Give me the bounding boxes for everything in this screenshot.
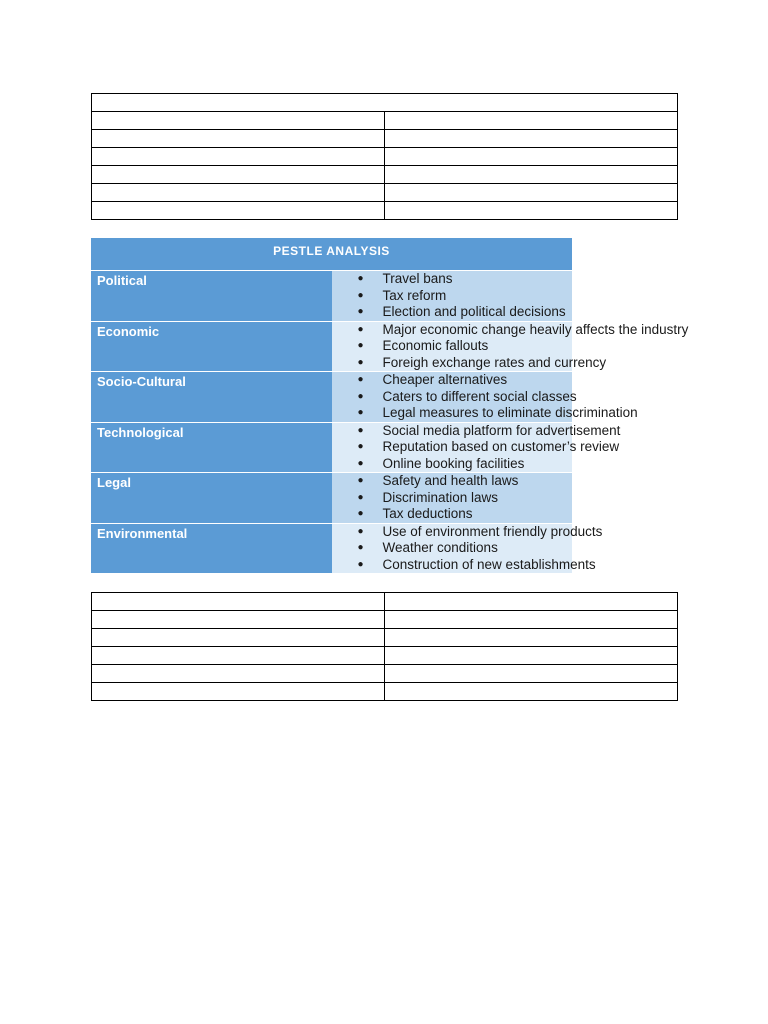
- pestle-header-row: [91, 238, 572, 271]
- table-cell: [92, 130, 385, 148]
- bullet-dot-icon: ●: [357, 542, 364, 553]
- table-cell: [92, 665, 385, 683]
- pestle-table: [91, 238, 689, 574]
- bullet-list: [332, 321, 689, 372]
- bullet-list: [332, 473, 573, 523]
- table-cell: [92, 184, 385, 202]
- table-cell: [385, 665, 678, 683]
- pestle-row-environmental: [91, 523, 572, 574]
- table-cell: [92, 112, 385, 130]
- table-cell: [92, 166, 385, 184]
- table-row: [92, 94, 678, 112]
- list-item-text: Election and political decisions: [382, 304, 566, 319]
- list-item: [332, 556, 596, 574]
- list-item-text: Economic fallouts: [382, 338, 489, 353]
- pestle-factor-label: Environmental: [91, 523, 332, 574]
- table-row: [92, 665, 678, 683]
- table-cell: [92, 647, 385, 665]
- list-item: [332, 271, 573, 288]
- list-item: [332, 288, 573, 305]
- list-item-text: Safety and health laws: [382, 473, 519, 488]
- table-cell: [385, 647, 678, 665]
- list-item: [332, 338, 573, 355]
- pestle-factor-label: Legal: [91, 473, 332, 524]
- bullet-dot-icon: ●: [357, 273, 364, 284]
- bullet-dot-icon: ●: [357, 457, 364, 469]
- table-cell: [92, 611, 385, 629]
- table-cell: [385, 683, 678, 701]
- list-item-text: Cheaper alternatives: [382, 372, 508, 387]
- table-row: [92, 629, 678, 647]
- table-cell: [92, 683, 385, 701]
- list-item-text: Caters to different social classes: [382, 388, 577, 404]
- list-item: [332, 523, 603, 541]
- table-cell: [92, 593, 385, 611]
- pestle-points-cell: [332, 271, 573, 322]
- bullet-dot-icon: ●: [357, 356, 364, 368]
- bullet-dot-icon: ●: [357, 475, 364, 486]
- bullet-dot-icon: ●: [357, 323, 364, 335]
- list-item-text: Discrimination laws: [382, 489, 499, 505]
- table-row: [92, 184, 678, 202]
- list-item-text: Major economic change heavily affects the industry: [382, 321, 689, 337]
- table-cell: [385, 202, 678, 220]
- pestle-points-cell: [332, 321, 689, 372]
- table-row: [92, 593, 678, 611]
- list-item-text: Construction of new establishments: [382, 556, 596, 572]
- table-cell: [385, 611, 678, 629]
- list-item: [332, 456, 573, 473]
- list-item: [332, 354, 607, 372]
- bullet-dot-icon: ●: [357, 491, 364, 503]
- table-row: [92, 611, 678, 629]
- table-cell: [92, 202, 385, 220]
- pestle-points-cell: [332, 372, 638, 423]
- list-item-text: Social media platform for advertisement: [382, 422, 621, 438]
- pestle-row-technological: [91, 422, 572, 473]
- bullet-dot-icon: ●: [357, 508, 364, 519]
- list-item: [332, 304, 573, 321]
- bullet-dot-icon: ●: [357, 407, 364, 418]
- list-item: [332, 506, 573, 523]
- table-cell: [385, 629, 678, 647]
- list-item-text: Reputation based on customer’s review: [382, 439, 620, 454]
- bullet-list: [332, 422, 621, 473]
- list-item: [332, 490, 573, 507]
- top-empty-table: [91, 93, 678, 220]
- bullet-dot-icon: ●: [357, 424, 364, 436]
- list-item-text: Tax deductions: [382, 506, 473, 521]
- bullet-dot-icon: ●: [357, 289, 364, 301]
- list-item-text: Foreigh exchange rates and currency: [382, 354, 607, 370]
- list-item: [332, 405, 638, 422]
- pestle-row-political: [91, 271, 572, 322]
- pestle-factor-label: Socio-Cultural: [91, 372, 332, 423]
- table-cell: [385, 593, 678, 611]
- list-item: [332, 473, 573, 490]
- table-cell: [385, 148, 678, 166]
- table-row: [92, 148, 678, 166]
- list-item: [332, 540, 573, 557]
- pestle-factor-label: Political: [91, 271, 332, 322]
- list-item-text: Use of environment friendly products: [382, 523, 603, 539]
- pestle-title: PESTLE ANALYSIS: [91, 238, 572, 271]
- bullet-dot-icon: ●: [357, 390, 364, 402]
- pestle-points-cell: [332, 473, 573, 524]
- table-row: [92, 202, 678, 220]
- table-cell: [92, 629, 385, 647]
- table-row: [92, 683, 678, 701]
- table-cell: [92, 148, 385, 166]
- list-item-text: Weather conditions: [382, 540, 498, 555]
- table-cell: [92, 94, 678, 112]
- bullet-dot-icon: ●: [357, 340, 364, 351]
- pestle-factor-label: Economic: [91, 321, 332, 372]
- list-item: [332, 439, 620, 456]
- table-cell: [385, 112, 678, 130]
- bullet-dot-icon: ●: [357, 441, 364, 452]
- bullet-dot-icon: ●: [357, 525, 364, 537]
- pestle-body: [91, 271, 689, 574]
- list-item: [332, 321, 689, 339]
- bullet-dot-icon: ●: [357, 558, 364, 570]
- bottom-empty-table: [91, 592, 678, 701]
- table-cell: [385, 184, 678, 202]
- bullet-dot-icon: ●: [357, 374, 364, 385]
- table-cell: [385, 130, 678, 148]
- pestle-row-legal: [91, 473, 572, 524]
- pestle-points-cell: [332, 422, 621, 473]
- list-item: [332, 388, 577, 406]
- table-cell: [385, 166, 678, 184]
- bullet-list: [332, 523, 603, 574]
- list-item: [332, 372, 573, 389]
- list-item-text: Travel bans: [382, 271, 453, 286]
- table-row: [92, 112, 678, 130]
- pestle-factor-label: Technological: [91, 422, 332, 473]
- list-item-text: Legal measures to eliminate discrimination: [382, 405, 638, 420]
- list-item-text: Tax reform: [382, 287, 447, 303]
- table-row: [92, 647, 678, 665]
- pestle-points-cell: [332, 523, 603, 574]
- pestle-row-socio-cultural: [91, 372, 572, 423]
- bullet-list: [332, 372, 638, 422]
- bullet-dot-icon: ●: [357, 306, 364, 317]
- table-row: [92, 130, 678, 148]
- bullet-list: [332, 271, 573, 321]
- list-item-text: Online booking facilities: [382, 455, 525, 471]
- list-item: [332, 422, 621, 440]
- table-row: [92, 166, 678, 184]
- pestle-row-economic: [91, 321, 572, 372]
